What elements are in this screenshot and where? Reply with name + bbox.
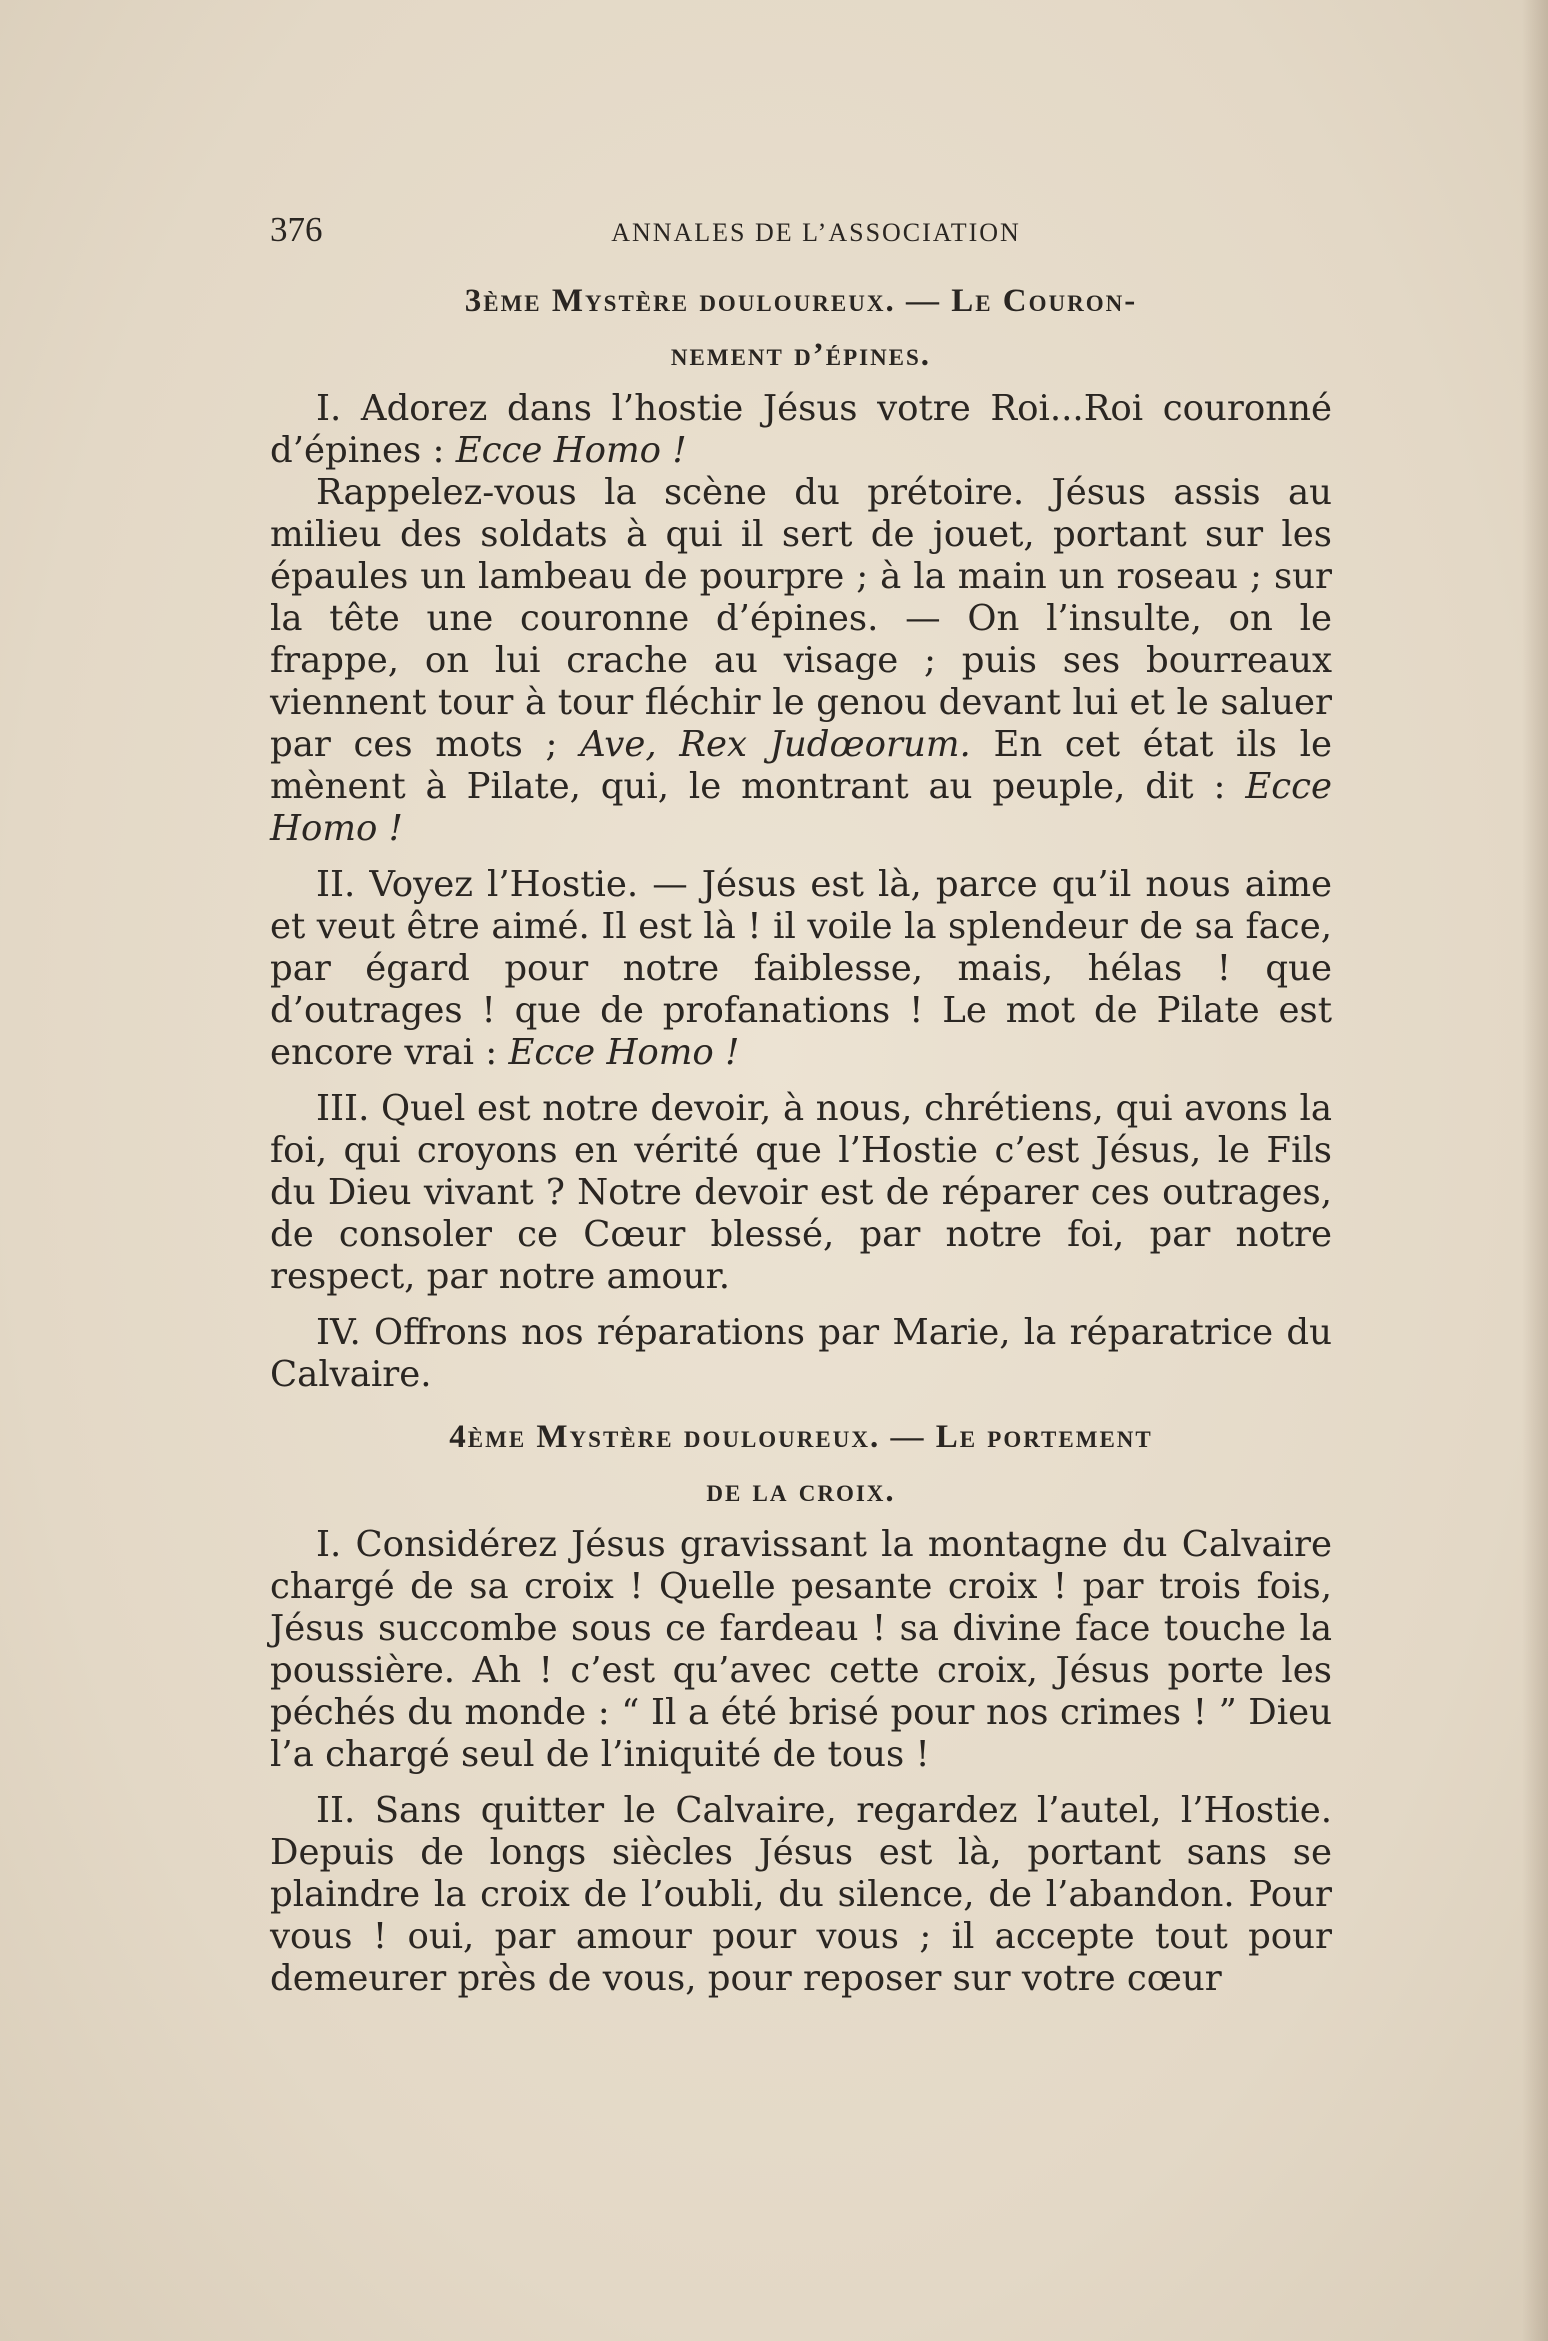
italic-phrase: Ecce Homo ! [508,1032,740,1073]
italic-phrase: Ecce Homo ! [270,766,1332,849]
section-3-paragraph-4: III. Quel est notre devoir, à nous, chrétiens, qui avons la foi, qui croyons en vérité que l’Hostie c’est Jésus, le Fils du Dieu vivant ? Notre devoir est de réparer ces outrages, de consoler ce Cœur blessé, par notre foi, par notre respect, par notre amour. [270,1088,1332,1297]
running-title: ANNALES DE L’ASSOCIATION [611,218,1021,247]
section-3-heading-line-1: 3ème Mystère douloureux. — Le Couron- [464,283,1138,319]
page-edge-shadow [1522,0,1548,2341]
paragraph-text: Rappelez-vous la scène du prétoire. Jésus assis au milieu des soldats à qui il sert de jouet, portant sur les épaules un lambeau de pourpre ; à la main un roseau ; sur la tête une couronne d’épines. — On l’insulte, on le frappe, on lui crache au visage ; puis ses bourreaux viennent tour à tour fléchir le genou devant lui et le saluer par ces mots ; [270,472,1332,765]
italic-phrase: Ave, Rex Judœorum. [580,724,971,765]
book-page [270,210,1332,2000]
page-number: 376 [270,210,323,249]
section-4-heading-line-2: de la croix. [706,1473,896,1509]
section-3-heading-line-2: nement d’épines. [670,337,932,373]
italic-phrase: Ecce Homo ! [455,430,687,471]
running-head [270,210,1332,254]
section-3-paragraph-2 [270,472,1332,850]
section-3-paragraph-1 [270,388,1332,472]
section-4-heading-line-1: 4ème Mystère douloureux. — Le portement [449,1419,1153,1455]
paragraph-text: II. Voyez l’Hostie. — Jésus est là, parce qu’il nous aime et veut être aimé. Il est là ! il voile la splendeur de sa face, par égard pour notre faiblesse, mais, hélas ! que d’outrages ! que de profanations ! Le mot de Pilate est encore vrai : [270,864,1332,1073]
paragraph-text: En cet état ils le mènent à Pilate, qui, le montrant au peuple, dit : [270,724,1332,807]
section-3-paragraph-3 [270,864,1332,1074]
section-3-paragraph-5: IV. Offrons nos réparations par Marie, la réparatrice du Calvaire. [270,1312,1332,1395]
section-4-paragraph-1: I. Considérez Jésus gravissant la montagne du Calvaire chargé de sa croix ! Quelle pesante croix ! par trois fois, Jésus succombe sous ce fardeau ! sa divine face touche la poussière. Ah ! c’est qu’avec cette croix, Jésus porte les péchés du monde : “ Il a été brisé pour nos crimes ! ” Dieu l’a chargé seul de l’iniquité de tous ! [270,1524,1332,1775]
paragraph-text: I. Adorez dans l’hostie Jésus votre Roi...Roi couronné d’épines : [270,388,1332,471]
section-4-paragraph-2: II. Sans quitter le Calvaire, regardez l’autel, l’Hostie. Depuis de longs siècles Jésus est là, portant sans se plaindre la croix de l’oubli, du silence, de l’abandon. Pour vous ! oui, par amour pour vous ; il accepte tout pour demeurer près de vous, pour reposer sur votre cœur [270,1790,1332,1999]
